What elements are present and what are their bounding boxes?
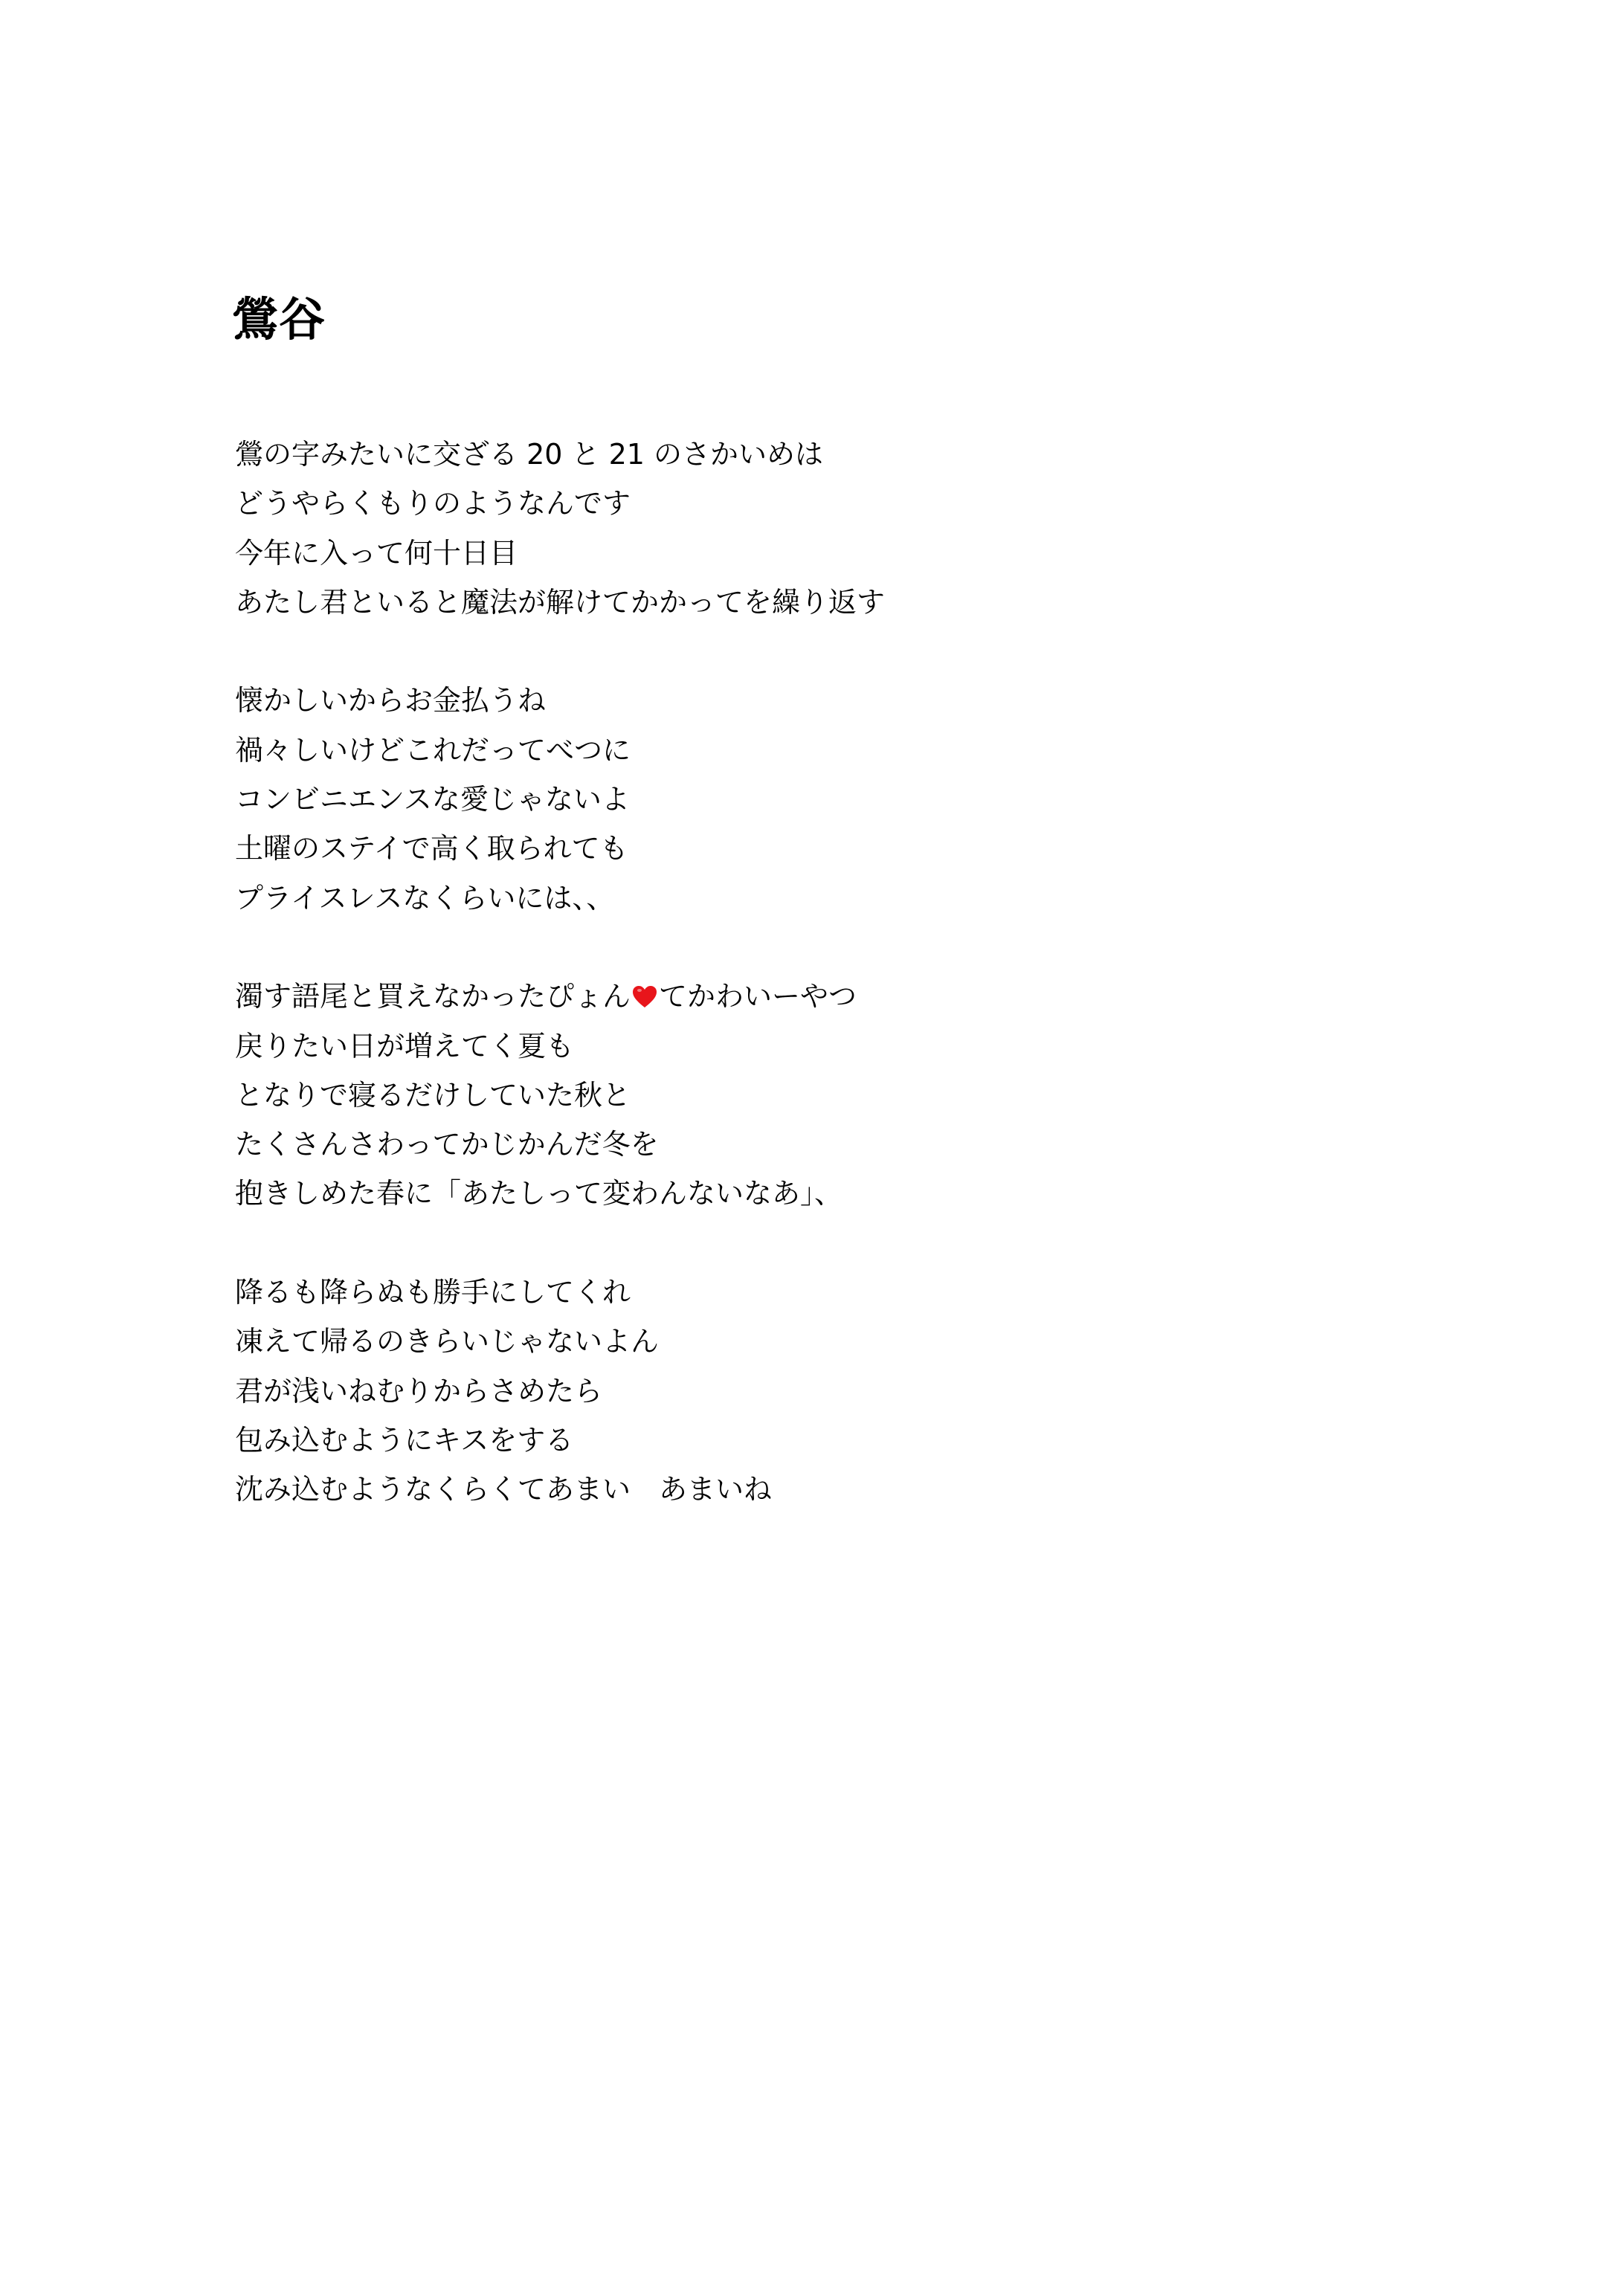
stanza-1 (235, 430, 1499, 627)
poem-line: たくさんさわってかじかんだ冬を (235, 1128, 659, 1161)
stanza-2 (235, 676, 1499, 922)
poem-line-segment: てかわいーやつ (659, 980, 857, 1013)
poem-line: 戻りたい日が増えてく夏も (235, 1029, 575, 1062)
poem-line: となりで寝るだけしていた秋と (235, 1078, 631, 1112)
poem-line: 抱きしめた春に「あたしって変わんないなあ」、 (235, 1177, 843, 1210)
poem-line: 今年に入って何十日目 (235, 536, 518, 570)
poem-line: 鶯の字みたいに交ざる 20 と 21 のさかいめは (235, 438, 824, 471)
poem-line: 土曜のステイで高く取られても (235, 832, 628, 865)
poem-line: 禍々しいけどこれだってべつに (235, 733, 631, 767)
stanza-gap (235, 1219, 1499, 1268)
poem-body (235, 430, 1499, 1515)
poem-line: 沈み込むようなくらくてあまい あまいね (235, 1473, 773, 1506)
poem-line-segment: 濁す語尾と買えなかったぴょん (235, 980, 631, 1013)
poem-line: プライスレスなくらいには、、 (235, 881, 615, 915)
poem-line: 降るも降らぬも勝手にしてくれ (235, 1276, 631, 1309)
stanza-4 (235, 1268, 1499, 1514)
poem-line: 懐かしいからお金払うね (235, 684, 547, 718)
heart-icon (631, 976, 658, 1003)
stanza-3 (235, 972, 1499, 1218)
poem-line: あたし君といると魔法が解けてかかってを繰り返す (235, 585, 886, 619)
document-title: 鶯谷 (232, 292, 326, 346)
poem-line: 君が浅いねむりからさめたら (235, 1374, 603, 1407)
poem-line: コンビニエンスな愛じゃないよ (235, 783, 630, 816)
stanza-gap (235, 627, 1499, 676)
poem-line-with-heart (235, 972, 1499, 1021)
poem-line: 凍えて帰るのきらいじゃないよん (235, 1325, 660, 1358)
stanza-gap (235, 923, 1499, 972)
poem-line: 包み込むようにキスをする (235, 1423, 574, 1457)
poem-line: どうやらくもりのようなんです (235, 487, 631, 520)
